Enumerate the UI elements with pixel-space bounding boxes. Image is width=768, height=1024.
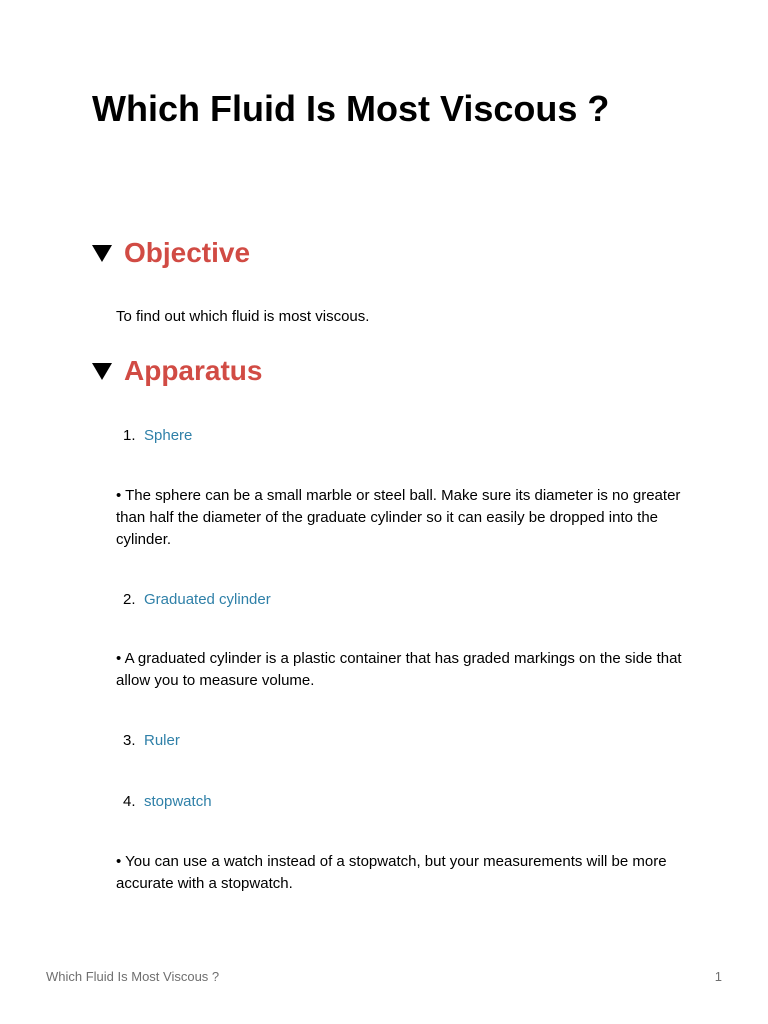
graduated-cylinder-link[interactable]: Graduated cylinder — [144, 591, 271, 608]
triangle-down-icon[interactable] — [92, 245, 112, 262]
stopwatch-note: • You can use a watch instead of a stopwatch, but your measurements will be more accurate with a stopwatch. — [116, 853, 667, 892]
page-number: 1 — [714, 969, 722, 984]
section-heading-objective — [92, 235, 250, 271]
list-number: 2. — [123, 591, 136, 608]
section-heading-label: Apparatus — [124, 355, 263, 386]
triangle-down-icon[interactable] — [92, 363, 112, 380]
stopwatch-link[interactable]: stopwatch — [144, 793, 212, 810]
list-item-sphere — [123, 425, 192, 447]
objective-text: To find out which fluid is most viscous. — [116, 308, 370, 325]
section-heading-label: Objective — [124, 237, 251, 268]
list-number: 3. — [123, 732, 136, 749]
ruler-link[interactable]: Ruler — [144, 732, 180, 749]
list-number: 4. — [123, 793, 136, 810]
section-heading-apparatus — [92, 353, 262, 389]
sphere-note: • The sphere can be a small marble or steel ball. Make sure its diameter is no greater than half the diameter of the graduate cylinder so it can easily be dropped into the cylinder. — [116, 487, 681, 548]
list-number: 1. — [123, 427, 136, 444]
sphere-link[interactable]: Sphere — [144, 427, 193, 444]
footer-title: Which Fluid Is Most Viscous ? — [46, 969, 220, 984]
list-item-graduated-cylinder — [123, 589, 271, 611]
graduated-cylinder-note: • A graduated cylinder is a plastic container that has graded markings on the side that allow you to measure volume. — [116, 650, 682, 689]
page-title: Which Fluid Is Most Viscous ? — [92, 88, 610, 129]
list-item-ruler — [123, 730, 180, 752]
list-item-stopwatch — [123, 791, 212, 813]
